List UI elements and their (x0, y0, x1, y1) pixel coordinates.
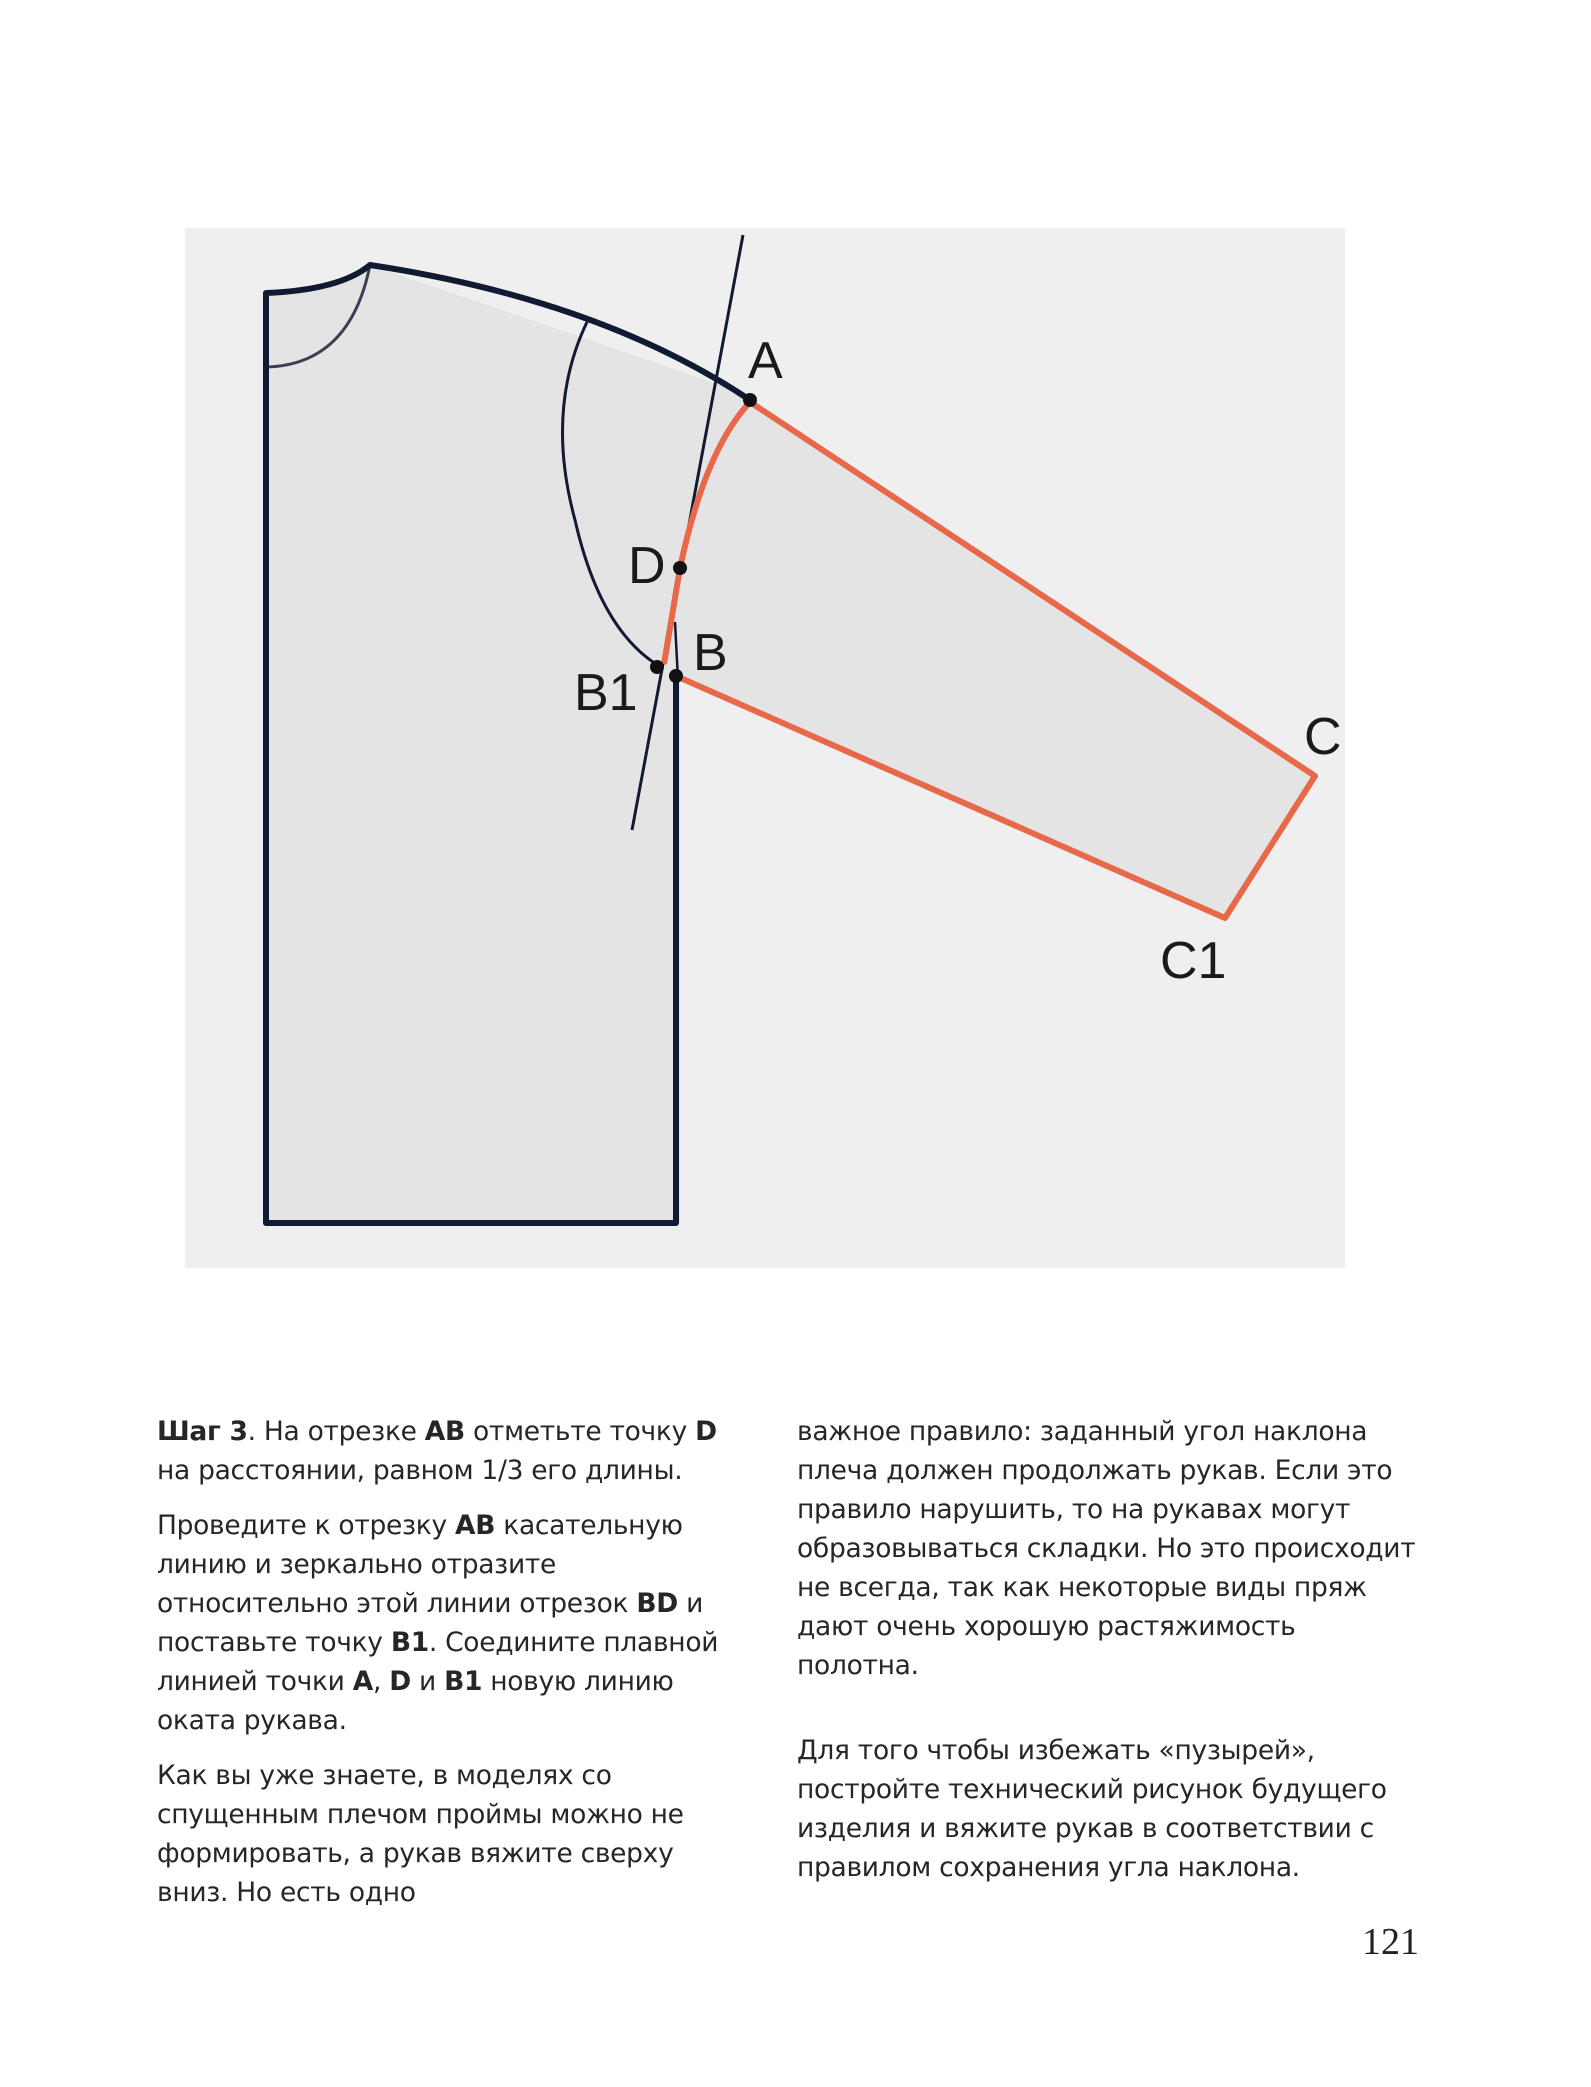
point-b1 (650, 660, 664, 674)
label-c: C (1304, 708, 1342, 766)
label-a: A (748, 332, 783, 390)
paragraph-technical-drawing: Для того чтобы избежать «пузырей», постройте технический рисунок будущего изделия и вяжите рукав в соответствии с правилом сохранения угла наклона. (797, 1735, 1387, 1883)
label-b1: B1 (574, 664, 638, 722)
text-column-left (157, 1412, 737, 1928)
point-a (743, 393, 757, 407)
label-d: D (628, 537, 666, 595)
page-number: 121 (1362, 1921, 1419, 1963)
paragraph-step-3: Шаг 3. На отрезке AB отметьте точку D на расстоянии, равном 1/3 его длины. (157, 1416, 717, 1486)
paragraph-rule: важное правило: заданный угол наклона плеча должен продолжать рукав. Если это правило нарушить, то на рукавах могут образовываться складки. Но это происходит не всегда, так как некоторые виды пряж дают очень хорошую растяжимость полотна. (797, 1416, 1416, 1681)
step-heading: Шаг 3 (157, 1416, 248, 1447)
paragraph-tangent: Проведите к отрезку AB касательную линию и зеркально отразите относительно этой линии отрезок BD и поставьте точку B1. Соедините плавной линией точки A, D и B1 новую линию оката рукава. (157, 1510, 719, 1736)
label-b: B (693, 624, 728, 682)
text-column-right (797, 1412, 1417, 1903)
label-c1: C1 (1160, 932, 1227, 990)
point-d (673, 561, 687, 575)
point-b (669, 669, 683, 683)
paragraph-dropped-shoulder: Как вы уже знаете, в моделях со спущенным плечом проймы можно не формировать, а рукав вяжите сверху вниз. Но есть одно (157, 1760, 684, 1908)
